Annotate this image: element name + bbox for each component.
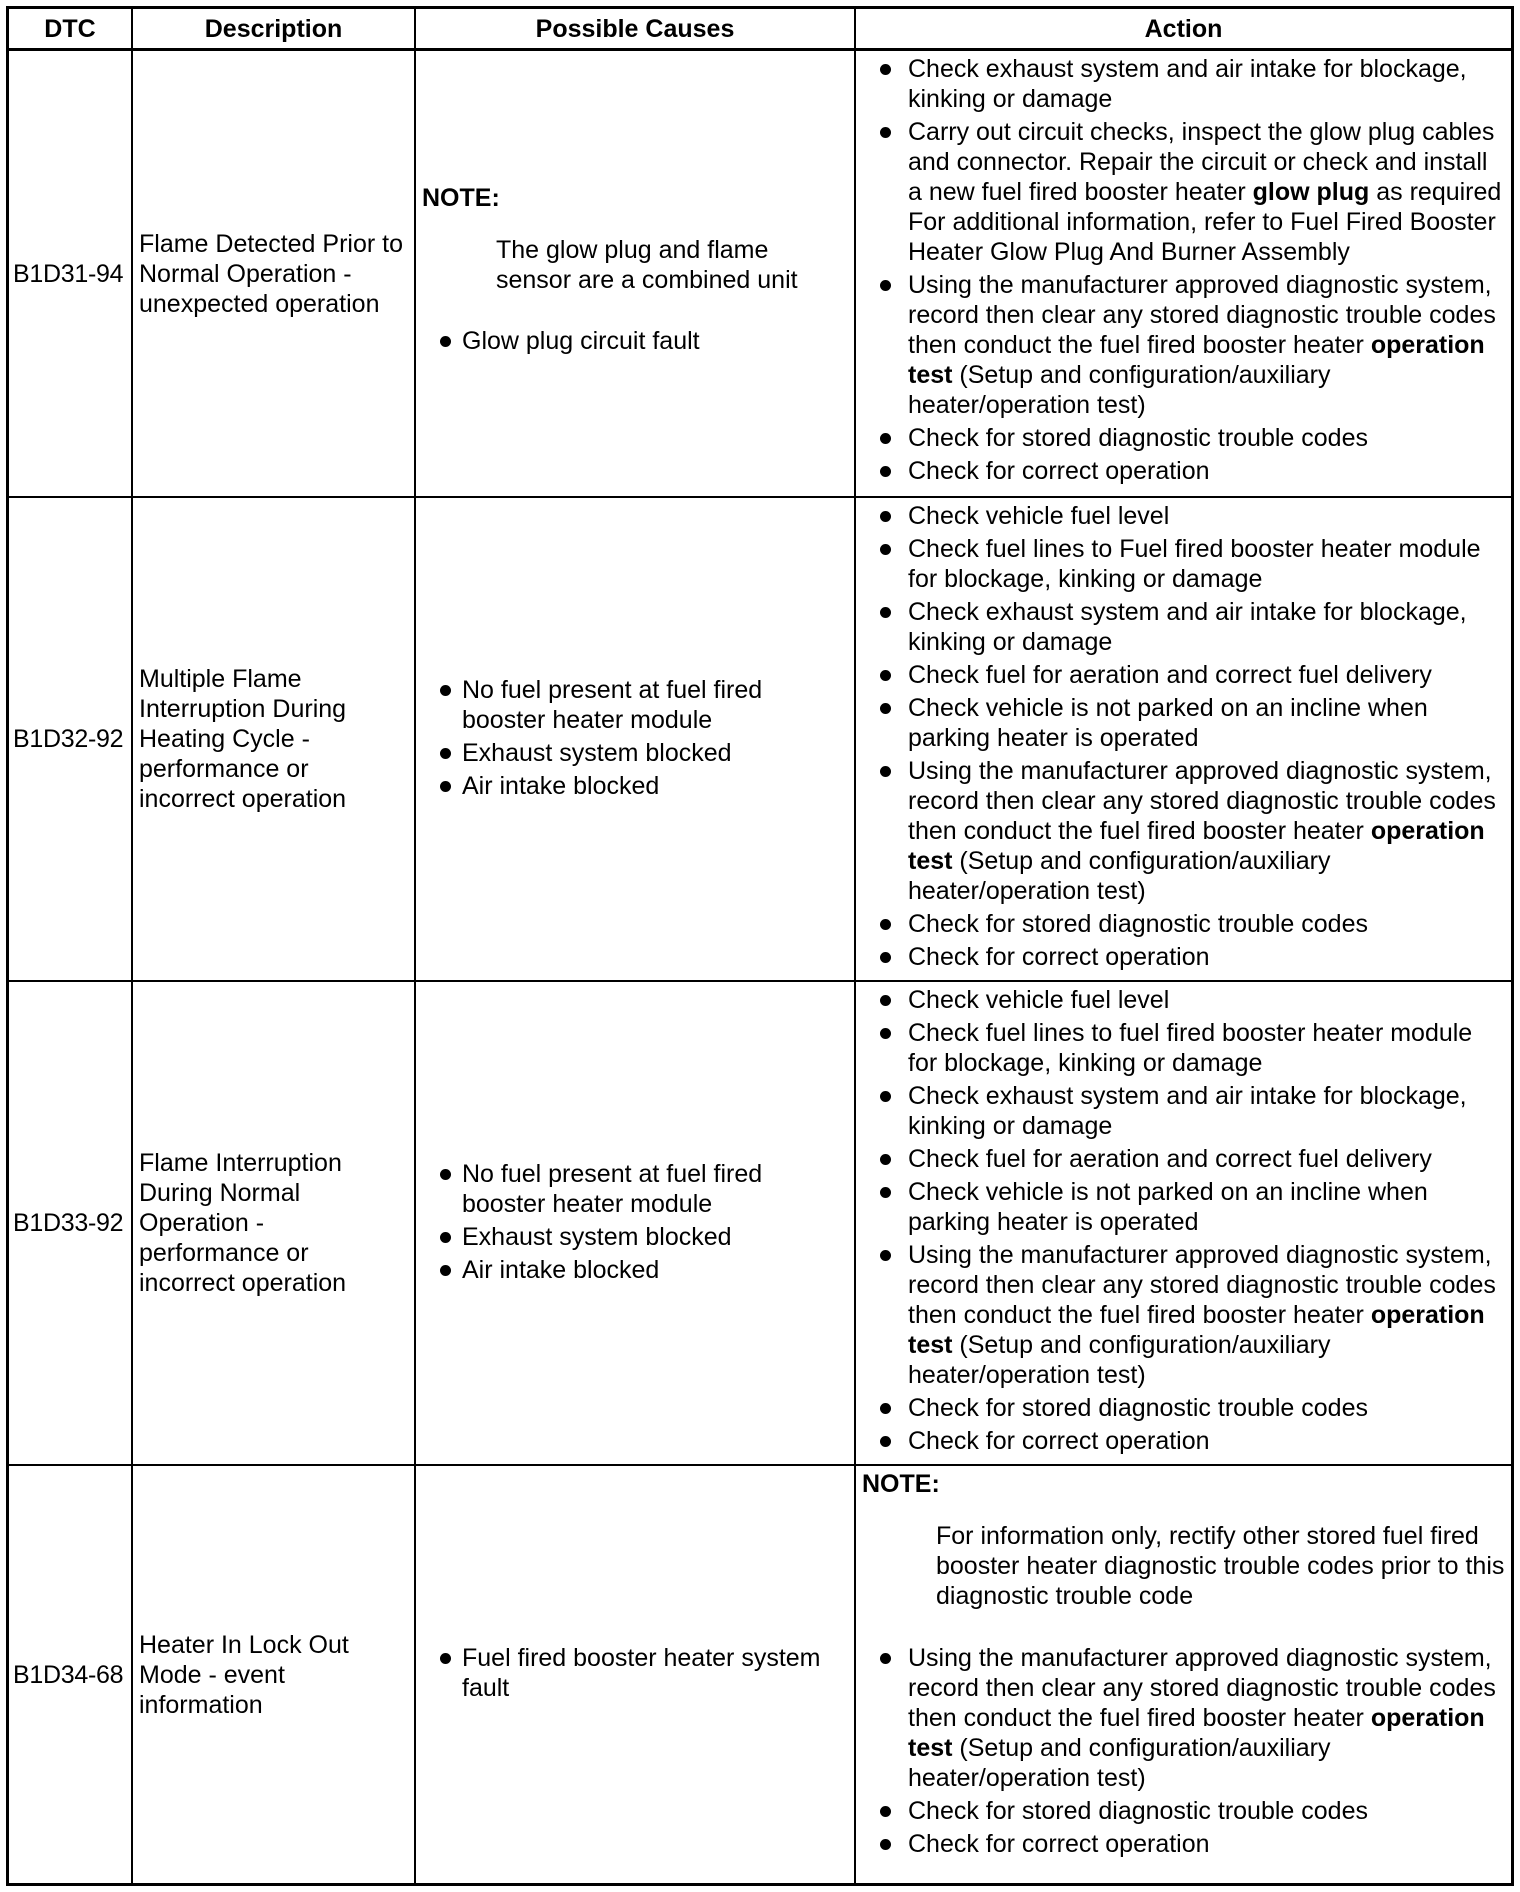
action-item: Check vehicle fuel level <box>862 501 1507 531</box>
description-text: Multiple Flame Interruption During Heating Cycle - performance or incorrect operation <box>139 665 347 813</box>
header-description: Description <box>133 9 416 51</box>
dtc-code-text: B1D34-68 <box>13 1660 124 1689</box>
action-item: Check fuel lines to fuel fired booster heater module for blockage, kinking or damage <box>862 1018 1507 1078</box>
action-list <box>862 54 1507 486</box>
dtc-description <box>133 51 416 498</box>
action-list <box>862 501 1507 972</box>
action-item: Using the manufacturer approved diagnostic system, record then clear any stored diagnostic trouble codes then conduct the fuel fired booster heater operation test (Setup and configuration/auxiliary heater/operation test) <box>862 1643 1507 1793</box>
action-item: Check exhaust system and air intake for blockage, kinking or damage <box>862 54 1507 114</box>
cause-item: Glow plug circuit fault <box>422 326 848 356</box>
possible-causes <box>416 51 856 498</box>
cause-item: Exhaust system blocked <box>422 1222 848 1252</box>
cause-item: No fuel present at fuel fired booster heater module <box>422 1159 848 1219</box>
action-item: Check for correct operation <box>862 456 1507 486</box>
possible-causes <box>416 498 856 982</box>
dtc-description <box>133 982 416 1466</box>
cause-item: Air intake blocked <box>422 1255 848 1285</box>
action-list <box>862 1643 1507 1859</box>
dtc-description <box>133 1466 416 1883</box>
action-item: Check vehicle fuel level <box>862 985 1507 1015</box>
action-cell <box>856 982 1511 1466</box>
dtc-code <box>9 51 133 498</box>
note-text: For information only, rectify other stored fuel fired booster heater diagnostic trouble codes prior to this diagnostic trouble code <box>936 1522 1505 1610</box>
cause-item: Air intake blocked <box>422 771 848 801</box>
dtc-code <box>9 1466 133 1883</box>
dtc-code-text: B1D31-94 <box>13 259 124 288</box>
action-item: Using the manufacturer approved diagnostic system, record then clear any stored diagnostic trouble codes then conduct the fuel fired booster heater operation test (Setup and configuration/auxiliary heater/operation test) <box>862 1240 1507 1390</box>
possible-causes <box>416 982 856 1466</box>
action-item: Check for stored diagnostic trouble codes <box>862 909 1507 939</box>
dtc-code <box>9 498 133 982</box>
action-item: Check exhaust system and air intake for blockage, kinking or damage <box>862 597 1507 657</box>
action-item: Check for stored diagnostic trouble codes <box>862 1796 1507 1826</box>
action-item: Check vehicle is not parked on an incline when parking heater is operated <box>862 1177 1507 1237</box>
action-item: Using the manufacturer approved diagnostic system, record then clear any stored diagnostic trouble codes then conduct the fuel fired booster heater operation test (Setup and configuration/auxiliary heater/operation test) <box>862 756 1507 906</box>
causes-list <box>422 326 848 356</box>
action-item: Check fuel for aeration and correct fuel delivery <box>862 660 1507 690</box>
dtc-table <box>6 6 1514 1886</box>
action-item: Check exhaust system and air intake for blockage, kinking or damage <box>862 1081 1507 1141</box>
causes-list <box>422 675 848 804</box>
dtc-description <box>133 498 416 982</box>
description-text: Flame Detected Prior to Normal Operation - unexpected operation <box>139 229 403 318</box>
action-cell <box>856 498 1511 982</box>
action-item: Check for stored diagnostic trouble codes <box>862 1393 1507 1423</box>
note-label: NOTE: <box>422 183 500 212</box>
action-item: Check for correct operation <box>862 1829 1507 1859</box>
causes-list <box>422 1159 848 1288</box>
header-possible-causes: Possible Causes <box>416 9 856 51</box>
action-item: Using the manufacturer approved diagnostic system, record then clear any stored diagnostic trouble codes then conduct the fuel fired booster heater operation test (Setup and configuration/auxiliary heater/operation test) <box>862 270 1507 420</box>
note-label: NOTE: <box>862 1470 940 1498</box>
action-cell <box>856 1466 1511 1883</box>
header-action: Action <box>856 9 1511 51</box>
header-dtc: DTC <box>9 9 133 51</box>
causes-list <box>422 1643 848 1706</box>
possible-causes <box>416 1466 856 1883</box>
action-list <box>862 985 1507 1456</box>
action-item: Check for correct operation <box>862 942 1507 972</box>
dtc-code <box>9 982 133 1466</box>
action-item: Carry out circuit checks, inspect the glow plug cables and connector. Repair the circuit or check and install a new fuel fired booster heater glow plug as required For additional information, refer to Fuel Fired Booster Heater Glow Plug And Burner Assembly <box>862 117 1507 267</box>
note-text: The glow plug and flame sensor are a combined unit <box>496 235 798 294</box>
action-item: Check for stored diagnostic trouble codes <box>862 423 1507 453</box>
cause-item: Fuel fired booster heater system fault <box>422 1643 848 1703</box>
action-item: Check for correct operation <box>862 1426 1507 1456</box>
dtc-code-text: B1D33-92 <box>13 1209 124 1237</box>
action-item: Check fuel for aeration and correct fuel delivery <box>862 1144 1507 1174</box>
action-item: Check vehicle is not parked on an incline when parking heater is operated <box>862 693 1507 753</box>
description-text: Heater In Lock Out Mode - event information <box>139 1630 349 1719</box>
action-cell <box>856 51 1511 498</box>
cause-item: No fuel present at fuel fired booster heater module <box>422 675 848 735</box>
action-item: Check fuel lines to Fuel fired booster heater module for blockage, kinking or damage <box>862 534 1507 594</box>
cause-item: Exhaust system blocked <box>422 738 848 768</box>
dtc-code-text: B1D32-92 <box>13 725 124 753</box>
description-text: Flame Interruption During Normal Operation - performance or incorrect operation <box>139 1149 347 1297</box>
